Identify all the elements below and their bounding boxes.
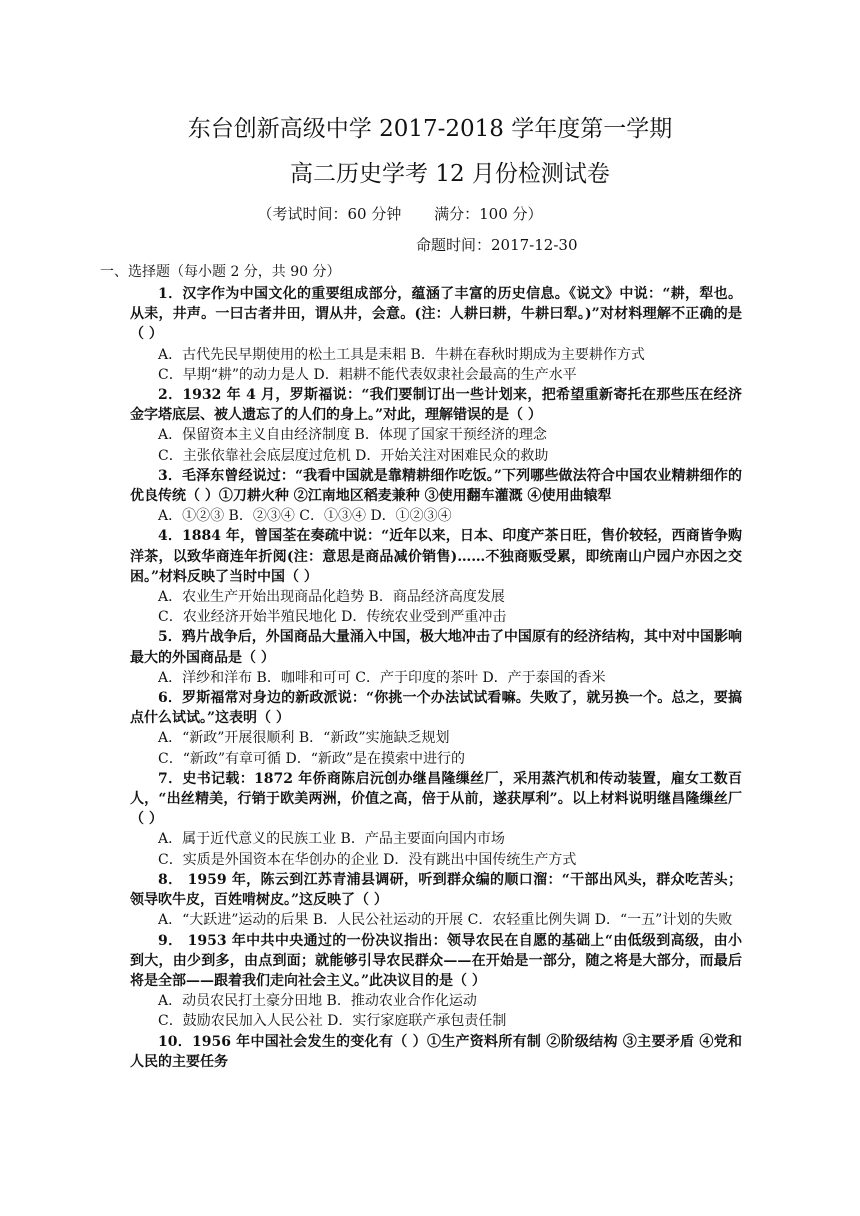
set-date: 命题时间：2017-12-30: [416, 236, 578, 254]
question-options: A．洋纱和洋布 B．咖啡和可可 C．产于印度的茶叶 D．产于泰国的香米: [158, 669, 606, 686]
question-options: A．①②③ B．②③④ C．①③④ D．①②③④: [158, 508, 452, 525]
question-stem: 4．1884 年，曾国荃在奏疏中说：“近年以来，日本、印度产茶日旺，售价较轻，西商皆争购洋茶，以致华商连年折阅(注：意思是商品减价销售)……不独商贩受累，即统南山户园户亦因之交困。”材料反映了当时中国（ ）: [130, 528, 742, 585]
question-stem: 3．毛泽东曾经说过：“我看中国就是靠精耕细作吃饭。”下列哪些做法符合中国农业精耕细作的优良传统（ ）①刀耕火种 ②江南地区稻麦兼种 ③使用翻车灌溉 ④使用曲辕犁: [130, 467, 742, 505]
question-stem: 2．1932 年 4 月，罗斯福说：“我们要制订出一些计划来，把希望重新寄托在那些压在经济金字塔底层、被人遗忘了的人们的身上。”对此，理解错误的是（ ）: [130, 387, 742, 424]
question-options: A．动员农民打土豪分田地 B．推动农业合作化运动: [158, 993, 477, 1010]
question-options: A．古代先民早期使用的松土工具是耒耜 B．牛耕在春秋时期成为主要耕作方式: [158, 346, 645, 363]
question-options: A．“大跃进”运动的后果 B．人民公社运动的开展 C．农轻重比例失调 D．“一五”计划的失败: [158, 912, 733, 929]
section-title: 一、选择题（每小题 2 分，共 90 分）: [100, 264, 341, 280]
question-stem: 10．1956 年中国社会发生的变化有（ ）①生产资料所有制 ②阶级结构 ③主要矛盾 ④党和人民的主要任务: [130, 1033, 742, 1070]
question-list: [130, 284, 742, 1072]
question-options: C．主张依靠社会底层度过危机 D．开始关注对困难民众的救助: [158, 447, 549, 464]
exam-title-line2: 高二历史学考 12 月份检测试卷: [290, 161, 610, 187]
question-options: A．“新政”开展很顺利 B．“新政”实施缺乏规划: [158, 730, 450, 747]
exam-info: [0, 202, 860, 226]
question-stem: 7．史书记载：1872 年侨商陈启沅创办继昌隆缫丝厂，采用蒸汽机和传动装置，雇女工数百人，“出丝精美，行销于欧美两洲，价值之高，倍于从前，遂获厚利”。以上材料说明继昌隆缫丝厂（ ）: [130, 770, 742, 828]
question-stem: 5．鸦片战争后，外国商品大量涌入中国，极大地冲击了中国原有的经济结构，其中对中国影响最大的外国商品是（ ）: [130, 629, 742, 666]
exam-title-line1: 东台创新高级中学 2017-2018 学年度第一学期: [187, 116, 673, 142]
question-options: C．早期“耕”的动力是人 D．耜耕不能代表奴隶社会最高的生产水平: [158, 366, 577, 383]
question-stem: 1．汉字作为中国文化的重要组成部分，蕴涵了丰富的历史信息。《说文》中说：“耕，犁也。从耒，井声。一曰古者井田，谓从井，会意。(注：人耕曰耕，牛耕曰犁。)”对材料理解不正确的是（ ）: [130, 286, 742, 343]
question-options: A．农业生产开始出现商品化趋势 B．商品经济高度发展: [158, 589, 505, 606]
question-options: A．保留资本主义自由经济制度 B．体现了国家干预经济的理念: [158, 427, 547, 444]
question-stem: 8． 1959 年，陈云到江苏青浦县调研，听到群众编的顺口溜：“干部出风头，群众吃苦头；领导吹牛皮，百姓啃树皮。”这反映了（ ）: [130, 871, 742, 909]
question-options: A．属于近代意义的民族工业 B．产品主要面向国内市场: [158, 831, 505, 848]
question-options: C．鼓励农民加入人民公社 D．实行家庭联产承包责任制: [158, 1013, 507, 1030]
question-stem: 9． 1953 年中共中央通过的一份决议指出：领导农民在自愿的基础上“由低级到高级，由小到大，由少到多，由点到面；就能够引导农民群众——在开始是一部分，随之将是大部分，而最后将是全部——跟着我们走向社会主义。”此决议目的是（ ）: [130, 932, 742, 989]
exam-time: （考试时间：60 分钟: [257, 205, 402, 223]
question-options: C．“新政”有章可循 D．“新政”是在摸索中进行的: [158, 750, 466, 767]
question-options: C．实质是外国资本在华创办的企业 D．没有跳出中国传统生产方式: [158, 851, 577, 868]
question-stem: 6．罗斯福常对身边的新政派说：“你挑一个办法试试看嘛。失败了，就另换一个。总之，要搞点什么试试。”这表明（ ）: [130, 690, 742, 727]
question-options: C．农业经济开始半殖民地化 D．传统农业受到严重冲击: [158, 609, 507, 626]
full-score: 满分：100 分）: [434, 205, 543, 223]
